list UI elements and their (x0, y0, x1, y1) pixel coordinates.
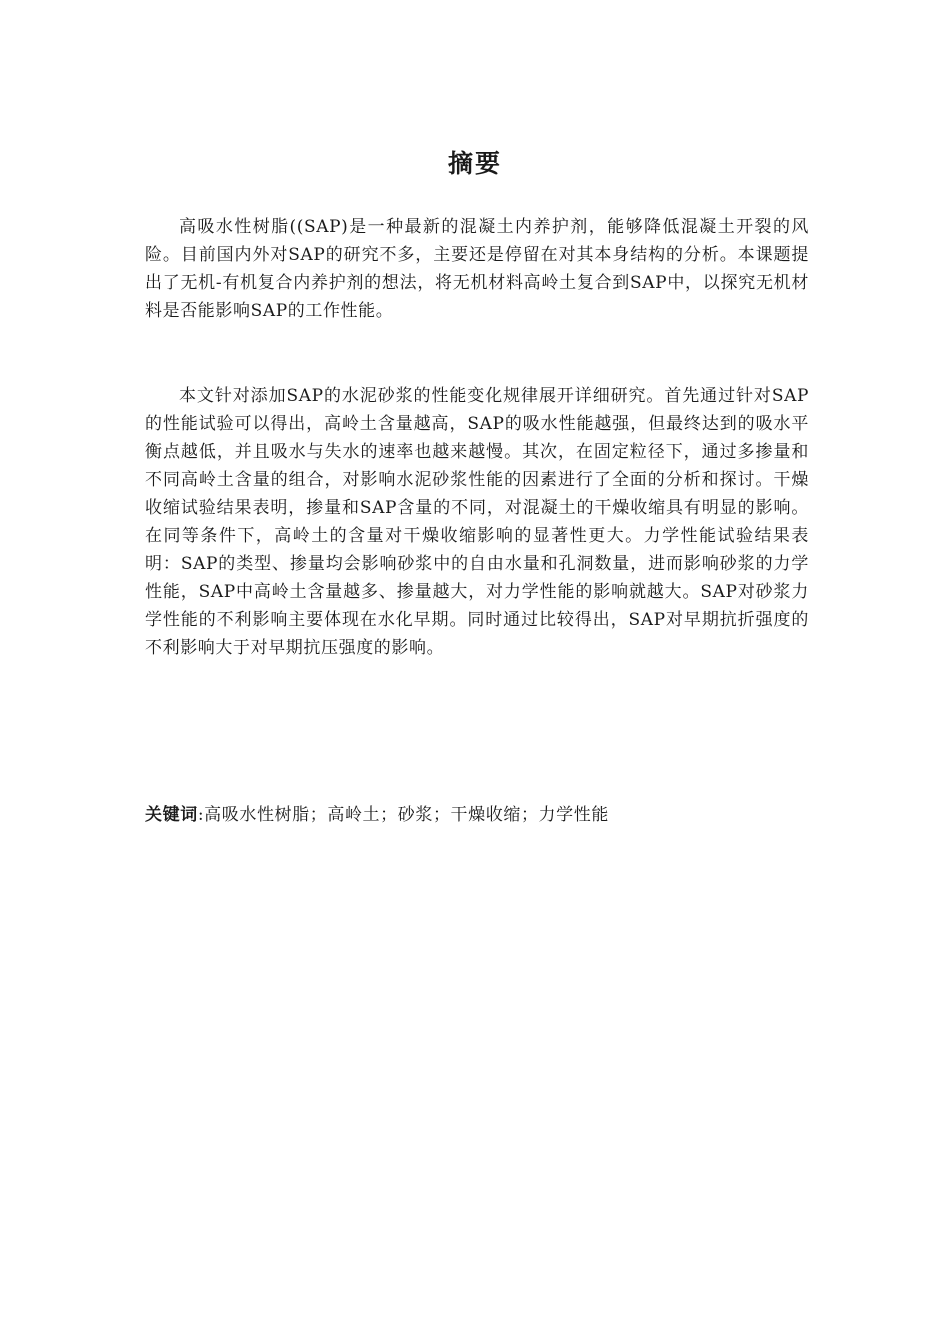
page-title: 摘要 (447, 149, 502, 178)
keywords-text: 高吸水性树脂；高岭土；砂浆；干燥收缩；力学性能 (204, 805, 609, 825)
abstract-paragraph-1: 高吸水性树脂((SAP)是一种最新的混凝土内养护剂，能够降低混凝土开裂的风险。目前国内外对SAP的研究不多，主要还是停留在对其本身结构的分析。本课题提出了无机-有机复合内养护剂的想法，将无机材料高岭土复合到SAP中，以探究无机材料是否能影响SAP的工作性能。 (145, 217, 809, 321)
abstract-paragraph-2: 本文针对添加SAP的水泥砂浆的性能变化规律展开详细研究。首先通过针对SAP的性能试验可以得出，高岭土含量越高，SAP的吸水性能越强，但最终达到的吸水平衡点越低，并且吸水与失水的速率也越来越慢。其次，在固定粒径下，通过多掺量和不同高岭土含量的组合，对影响水泥砂浆性能的因素进行了全面的分析和探讨。干燥收缩试验结果表明，掺量和SAP含量的不同，对混凝土的干燥收缩具有明显的影响。在同等条件下，高岭土的含量对干燥收缩影响的显著性更大。力学性能试验结果表明：SAP的类型、掺量均会影响砂浆中的自由水量和孔洞数量，进而影响砂浆的力学性能，SAP中高岭土含量越多、掺量越大，对力学性能的影响就越大。SAP对砂浆力学性能的不利影响主要体现在水化早期。同时通过比较得出，SAP对早期抗折强度的不利影响大于对早期抗压强度的影响。 (145, 386, 809, 658)
keywords-label: 关键词 (145, 805, 198, 825)
keywords-separator: : (197, 805, 205, 825)
keywords-line (145, 801, 809, 829)
